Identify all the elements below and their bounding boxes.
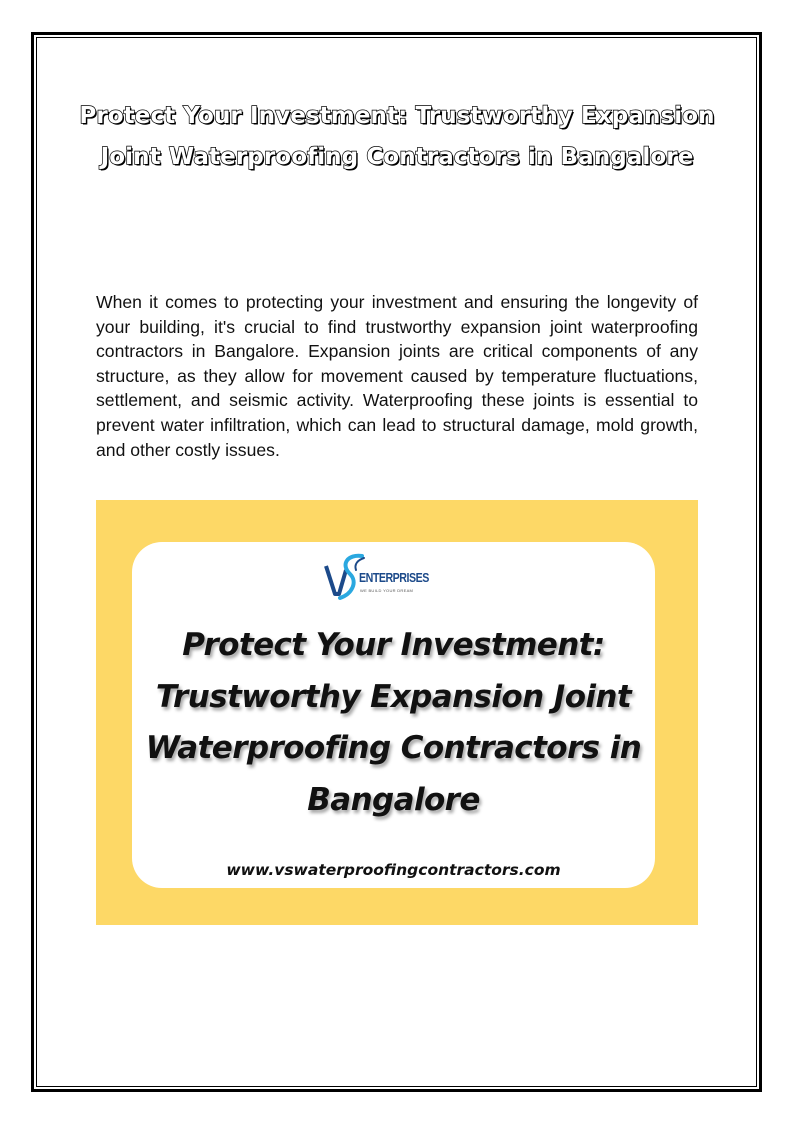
promo-banner-image — [96, 500, 698, 925]
logo-tagline: WE BUILD YOUR DREAM — [360, 588, 414, 593]
banner-heading: Protect Your Investment: Trustworthy Expansion Joint Waterproofing Contractors in Bangalore — [145, 627, 642, 818]
company-logo — [322, 548, 442, 602]
banner-url: www.vswaterproofingcontractors.com — [226, 861, 561, 879]
banner-card — [132, 542, 655, 888]
logo-name: ENTERPRISES — [359, 570, 429, 585]
document-title: Protect Your Investment: Trustworthy Expansion Joint Waterproofing Contractors in Bangalore — [79, 103, 715, 170]
intro-paragraph: When it comes to protecting your investment and ensuring the longevity of your building, it's crucial to find trustworthy expansion joint waterproofing contractors in Bangalore. Expansion joints are critical components of any structure, as they allow for movement caused by temperature fluctuations, settlement, and seismic activity. Waterproofing these joints is essential to prevent water infiltration, which can lead to structural damage, mold growth, and other costly issues. — [96, 292, 698, 460]
